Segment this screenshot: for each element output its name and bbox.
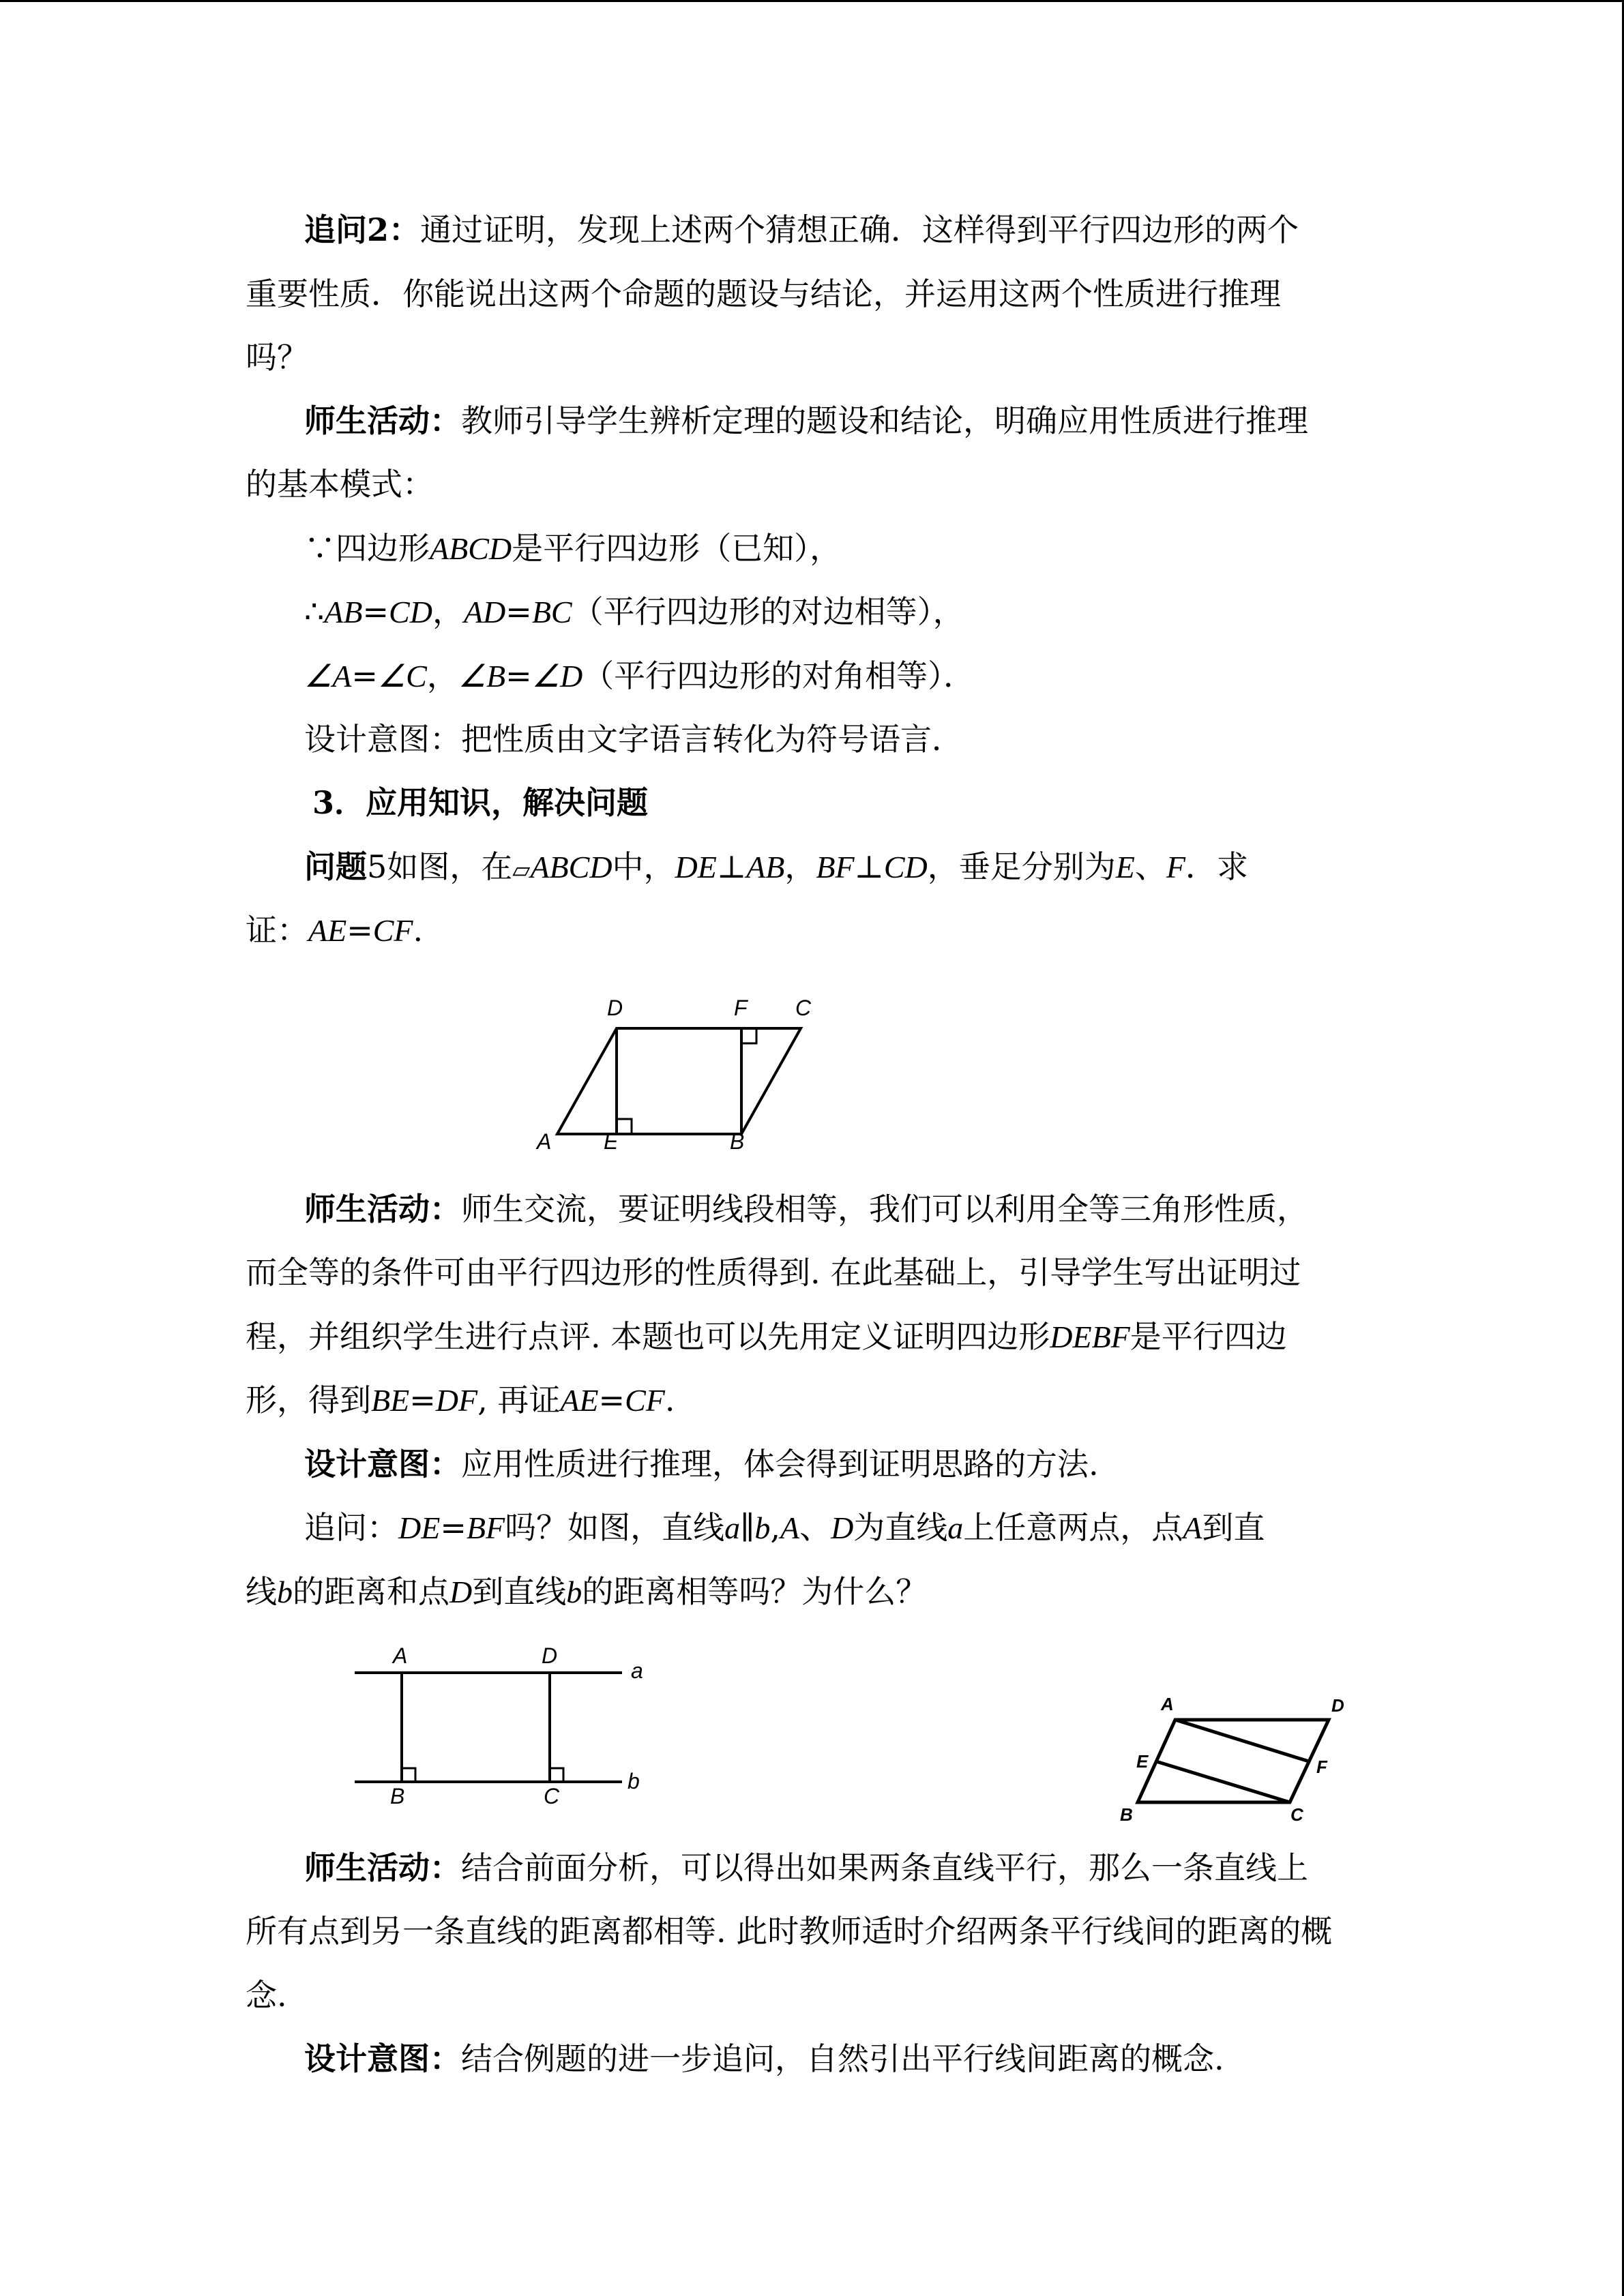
fig1-label-c: C: [795, 996, 812, 1020]
fig3-label-f: F: [1316, 1757, 1327, 1777]
problem5-e: E: [1115, 850, 1135, 884]
activity2-debf: DEBF: [1050, 1320, 1130, 1354]
fig3-label-b: B: [1120, 1804, 1133, 1825]
r2-cd: CD: [389, 595, 432, 629]
perp-symbol-2: ⊥: [854, 848, 884, 885]
followup3-l2-t1: 的距离和点: [293, 1573, 449, 1610]
activity2-l4-end: .: [664, 1382, 675, 1418]
fig1-label-e: E: [604, 1129, 619, 1149]
activity2-line1: [304, 1189, 1308, 1229]
activity2-eq1: =: [409, 1382, 436, 1418]
activity3-label: 师生活动：: [304, 1849, 461, 1886]
page-top-border: [0, 0, 1624, 2]
problem5-cf: CF: [372, 913, 413, 948]
figure-parallelogram-af-ec: [1105, 1684, 1378, 1834]
r1-post: 是平行四边形（已知），: [512, 530, 842, 567]
design3-line: [304, 2038, 1224, 2079]
activity3-line3: 念.: [246, 1977, 287, 2014]
problem5-text-pre: 如图，在: [387, 848, 513, 885]
r2-ad: AD: [463, 595, 506, 629]
followup2-line3: 吗？: [246, 339, 308, 376]
activity2-l4-mid: , 再证: [477, 1382, 561, 1418]
followup2-text1: 通过证明，发现上述两个猜想正确．这样得到平行四边形的两个: [420, 211, 1299, 248]
activity3-line2: 所有点到另一条直线的距离都相等. 此时教师适时介绍两条平行线间的距离的概: [246, 1913, 1333, 1950]
figure-parallelogram-heights: [525, 985, 839, 1149]
problem5-end: .: [413, 912, 424, 949]
fig3-label-d: D: [1331, 1695, 1344, 1716]
design1-line: 设计意图：把性质由文字语言转化为符号语言．: [304, 721, 963, 758]
r1-pre: ∵四边形: [304, 530, 430, 567]
r3-angle-c: ∠C: [377, 659, 427, 694]
parallelogram-abcd-2: [1138, 1720, 1329, 1802]
r2-therefore: ∴: [304, 593, 325, 630]
followup3-line2: [246, 1571, 927, 1613]
activity2-text1: 师生交流，要证明线段相等，我们可以利用全等三角形性质，: [461, 1191, 1308, 1227]
problem5-zhong: 中，: [612, 848, 675, 885]
activity1-line1: [304, 400, 1308, 441]
activity3-line1: [304, 1847, 1308, 1888]
section3-heading: 3．应用知识，解决问题: [312, 784, 649, 821]
r1-abcd: ABCD: [430, 531, 512, 566]
perp-symbol-1: ⊥: [716, 848, 747, 885]
followup3-l2-pre: 线: [246, 1573, 277, 1610]
problem5-bf: BF: [816, 850, 855, 884]
problem5-prove: 证：: [246, 912, 308, 949]
activity2-l3-post: 是平行四边: [1130, 1318, 1287, 1355]
activity1-text1: 教师引导学生辨析定理的题设和结论，明确应用性质进行推理: [461, 402, 1308, 439]
activity2-eq2: =: [598, 1382, 625, 1418]
activity2-df: DF: [435, 1383, 478, 1418]
problem5-ae: AE: [308, 913, 347, 948]
r3-angle-d: ∠D: [531, 659, 583, 694]
design2-line: [304, 1444, 1099, 1485]
problem5-dun: 、: [1134, 848, 1166, 885]
followup3-t3: 为直线: [853, 1509, 948, 1546]
followup3-point-a2: A: [1183, 1510, 1202, 1545]
fig3-label-a: A: [1161, 1694, 1174, 1714]
fig2-label-a: A: [393, 1643, 408, 1668]
activity1-line2: 的基本模式：: [246, 466, 434, 503]
problem5-label: 问题: [304, 848, 367, 885]
fig1-label-a: A: [537, 1129, 552, 1149]
followup3-t5: 到直: [1202, 1509, 1265, 1546]
followup3-l2-t3: 的距离相等吗？为什么？: [582, 1573, 928, 1610]
fig2-label-line-b: b: [628, 1769, 640, 1793]
design3-text: 结合例题的进一步追问，自然引出平行线间距离的概念.: [461, 2040, 1224, 2077]
r3-eq1: =: [351, 657, 378, 694]
activity2-label: 师生活动：: [304, 1191, 461, 1227]
followup3-eq: =: [440, 1509, 467, 1546]
problem5-de: DE: [675, 850, 717, 884]
activity2-l4-pre: 形，得到: [246, 1382, 371, 1418]
activity1-label: 师生活动：: [304, 402, 461, 439]
followup3-a: a: [724, 1510, 741, 1545]
r2-sep: ，: [432, 593, 464, 630]
problem5-num: 5: [367, 848, 387, 885]
followup3-de: DE: [398, 1510, 441, 1545]
problem5-abcd: ABCD: [530, 850, 612, 884]
r2-ab: AB: [324, 595, 363, 629]
reasoning-line2: [304, 591, 964, 633]
r2-eq2: =: [505, 593, 532, 630]
right-angle-b: [402, 1768, 415, 1782]
activity2-be: BE: [371, 1383, 410, 1418]
followup3-pre: 追问：: [304, 1509, 398, 1546]
r2-eq1: =: [362, 593, 389, 630]
fig1-label-d: D: [607, 996, 623, 1020]
parallelogram-symbol: ▱: [512, 856, 531, 884]
reasoning-line3: [304, 655, 975, 697]
fig3-label-e: E: [1136, 1751, 1149, 1772]
r3-eq2: =: [505, 657, 532, 694]
r2-bc: BC: [531, 595, 572, 629]
followup3-bf: BF: [466, 1510, 505, 1545]
figure-parallel-lines: [341, 1640, 668, 1824]
segment-ec: [1156, 1761, 1290, 1802]
problem5-qiu: ．求: [1185, 848, 1248, 885]
activity2-l3-pre: 程，并组织学生进行点评. 本题也可以先用定义证明四边形: [246, 1318, 1050, 1355]
problem5-foot: ，垂足分别为: [927, 848, 1116, 885]
r3-post: （平行四边形的对角相等）．: [582, 657, 975, 694]
followup3-a2: a: [947, 1510, 964, 1545]
parallelogram-abcd: [557, 1028, 801, 1134]
followup3-b2: b: [277, 1575, 293, 1609]
design3-label: 设计意图：: [304, 2040, 461, 2077]
fig2-label-d: D: [542, 1643, 558, 1668]
followup3-l2-t2: 到直线: [472, 1573, 567, 1610]
followup3-t2: ,: [770, 1509, 780, 1546]
activity3-text1: 结合前面分析，可以得出如果两条直线平行，那么一条直线上: [461, 1849, 1308, 1886]
problem5-line2: [246, 910, 423, 951]
design2-text: 应用性质进行推理，体会得到证明思路的方法.: [461, 1446, 1099, 1482]
problem5-comma: ，: [784, 848, 816, 885]
problem5-f: F: [1166, 850, 1185, 884]
activity2-line2: 而全等的条件可由平行四边形的性质得到. 在此基础上，引导学生写出证明过: [246, 1254, 1301, 1291]
activity2-ae: AE: [560, 1383, 599, 1418]
fig2-label-b: B: [390, 1784, 405, 1808]
r3-angle-a: ∠A: [304, 659, 352, 694]
followup3-line1: [304, 1507, 1265, 1549]
r2-post: （平行四边形的对边相等），: [572, 593, 964, 630]
problem5-ab: AB: [746, 850, 785, 884]
followup2-label: 追问2：: [304, 211, 421, 248]
fig2-label-line-a: a: [631, 1658, 643, 1683]
design2-label: 设计意图：: [304, 1446, 461, 1482]
right-angle-c: [550, 1768, 563, 1782]
r3-sep: ，: [426, 657, 458, 694]
r3-angle-b: ∠B: [458, 659, 506, 694]
segment-af: [1175, 1720, 1309, 1761]
fig2-label-c: C: [544, 1784, 560, 1808]
followup3-point-a: A: [780, 1510, 800, 1545]
activity2-line4: [246, 1380, 675, 1421]
followup2-line1: [304, 209, 1299, 250]
right-angle-e: [617, 1119, 632, 1134]
activity2-cf: CF: [625, 1383, 665, 1418]
parallel-symbol: ∥: [740, 1509, 755, 1546]
reasoning-line1: [304, 528, 841, 569]
fig1-label-f: F: [734, 996, 748, 1020]
followup3-dun: 、: [799, 1509, 831, 1546]
followup3-point-d2: D: [449, 1575, 473, 1609]
right-angle-f: [741, 1028, 756, 1043]
followup3-b: b: [754, 1510, 771, 1545]
followup3-t4: 上任意两点，点: [963, 1509, 1183, 1546]
problem5-eq: =: [346, 912, 373, 949]
followup3-b3: b: [566, 1575, 582, 1609]
followup3-t1: 吗？如图，直线: [505, 1509, 725, 1546]
fig3-label-c: C: [1290, 1804, 1303, 1825]
activity2-line3: [246, 1316, 1287, 1358]
followup3-point-d: D: [831, 1510, 854, 1545]
problem5-cd: CD: [883, 850, 928, 884]
fig1-label-b: B: [730, 1129, 745, 1149]
problem5-line1: [304, 846, 1248, 891]
followup2-line2: 重要性质．你能说出这两个命题的题设与结论，并运用这两个性质进行推理: [246, 275, 1281, 312]
